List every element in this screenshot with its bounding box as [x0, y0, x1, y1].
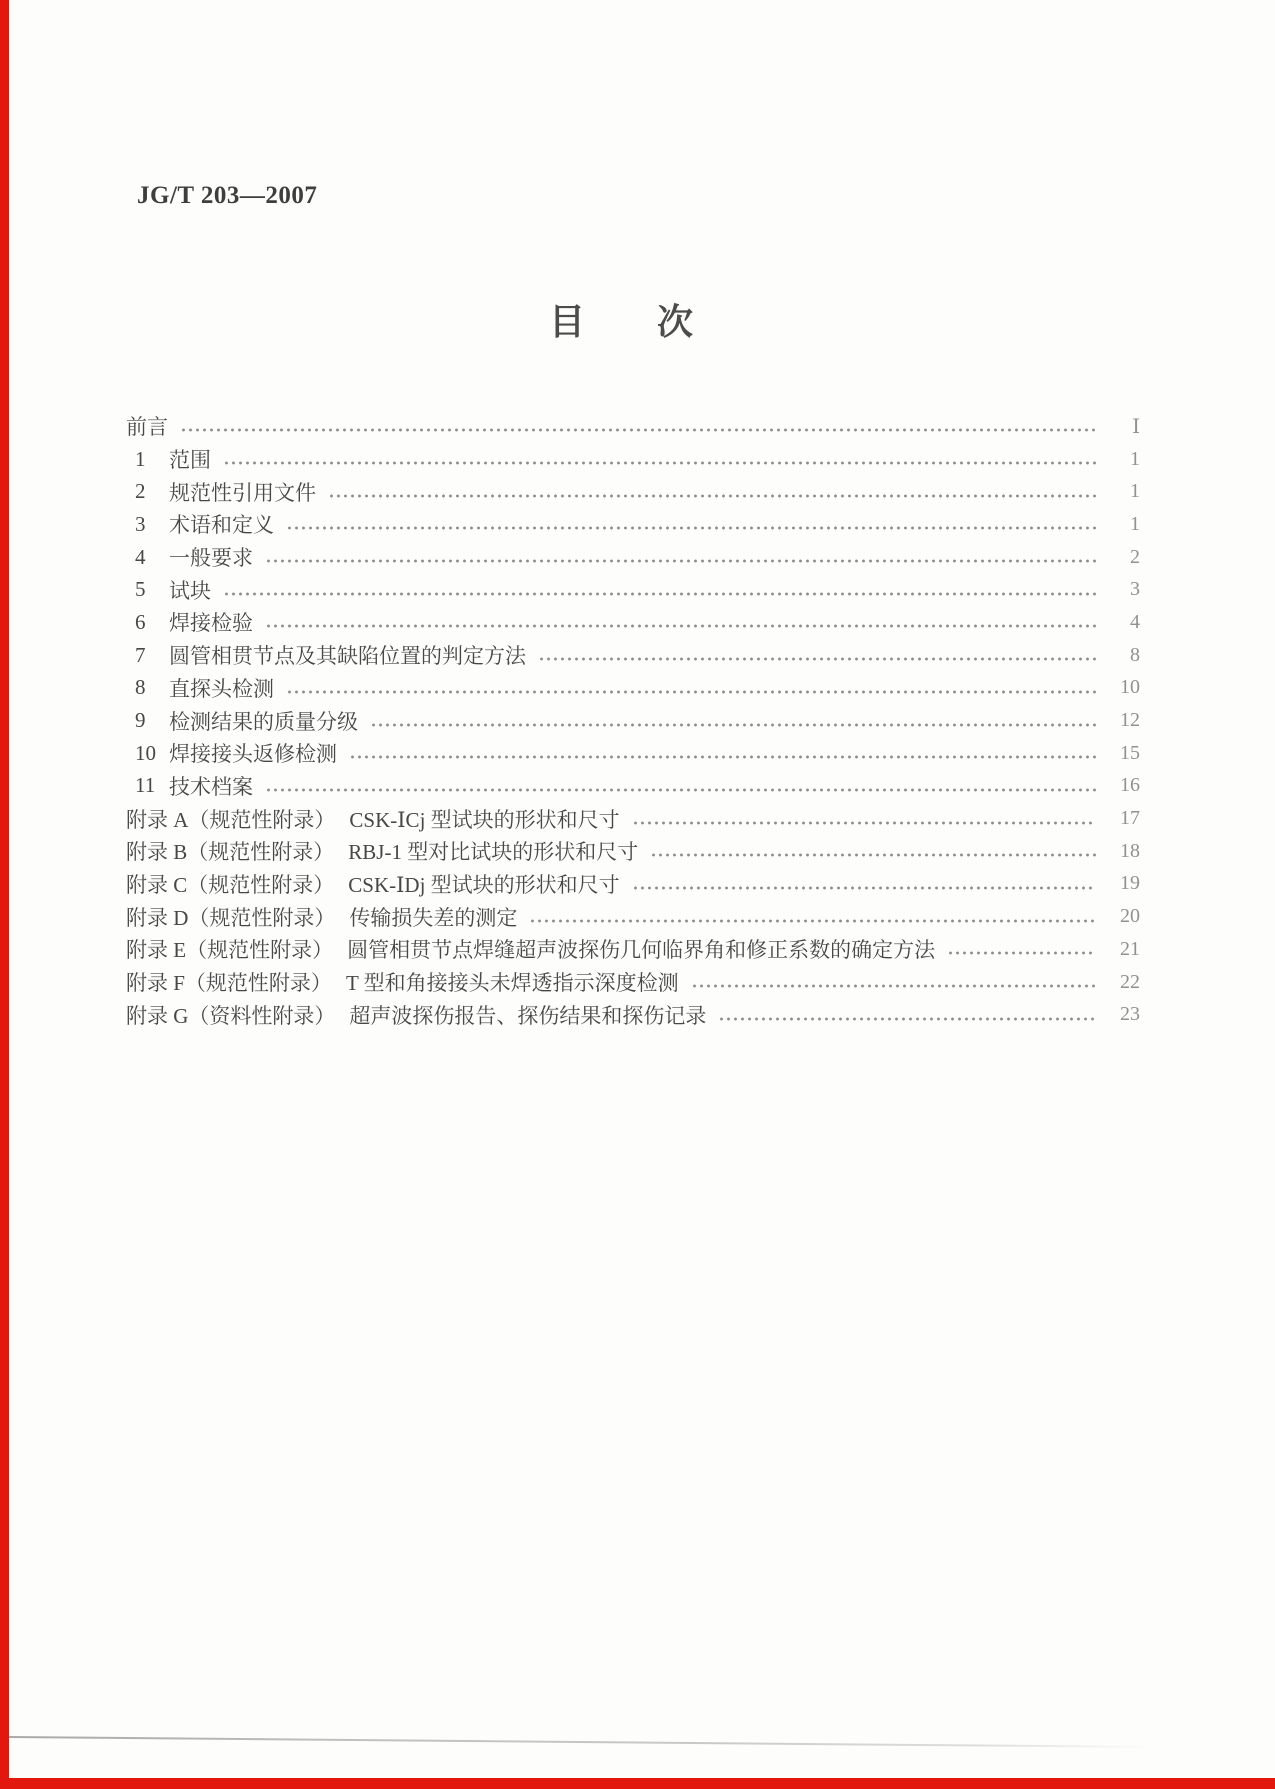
- toc-entry-page: 19: [1120, 872, 1140, 895]
- toc-entry-appendix-prefix: 附录 E（规范性附录）: [126, 938, 334, 963]
- toc-entry-label: 前言: [126, 415, 168, 440]
- toc-leader-dots: [632, 884, 1096, 892]
- toc-entry-label: 术语和定义: [169, 513, 274, 538]
- toc-entry: [126, 802, 1140, 835]
- toc-entry-label: T 型和角接接头未焊透指示深度检测: [345, 971, 679, 996]
- toc-entry: [126, 966, 1140, 999]
- toc-entry-label: 超声波探伤报告、探伤结果和探伤记录: [349, 1003, 707, 1028]
- toc-entry-label: 检测结果的质量分级: [169, 709, 358, 734]
- toc-entry-label: CSK-ⅠCj 型试块的形状和尺寸: [349, 807, 620, 832]
- toc-leader-dots: [223, 459, 1096, 467]
- toc-entry-page: 21: [1120, 937, 1140, 960]
- toc-entry-appendix-prefix: 附录 F（规范性附录）: [126, 971, 332, 996]
- toc-entry-label: 规范性引用文件: [169, 480, 316, 505]
- toc-entry: [126, 770, 1140, 803]
- scan-edge-left: [0, 0, 9, 1789]
- toc-entry-page: 17: [1120, 807, 1140, 830]
- toc-entry-page: 2: [1130, 545, 1140, 568]
- toc-entry-label: 范围: [169, 448, 211, 473]
- toc-entry-label: 一般要求: [169, 546, 253, 571]
- toc-leader-dots: [180, 426, 1096, 434]
- toc-entry: [126, 704, 1140, 737]
- toc-leader-dots: [223, 590, 1096, 598]
- toc-entry: [126, 606, 1140, 639]
- toc-leader-dots: [538, 655, 1096, 663]
- toc-entry-appendix-prefix: 附录 C（规范性附录）: [126, 872, 335, 897]
- page-title: 目 次: [549, 302, 694, 342]
- toc-leader-dots: [286, 688, 1096, 696]
- toc-leader-dots: [265, 622, 1096, 630]
- toc-leader-dots: [650, 851, 1096, 859]
- toc-entry-label: 焊接检验: [169, 611, 253, 636]
- toc-entry-number: 10: [135, 740, 156, 765]
- toc-entry-number: 9: [135, 708, 146, 733]
- toc-entry-appendix-prefix: 附录 G（资料性附录）: [126, 1003, 336, 1028]
- toc-entry: [126, 639, 1140, 672]
- toc-entry-label: 焊接接头返修检测: [169, 742, 337, 767]
- toc-leader-dots: [691, 982, 1096, 990]
- toc-entry-page: 23: [1120, 1003, 1140, 1026]
- toc-entry-number: 6: [135, 609, 146, 634]
- toc-entry-number: 3: [135, 511, 146, 536]
- toc-leader-dots: [718, 1015, 1096, 1023]
- toc-entry-page: 3: [1130, 578, 1140, 601]
- toc-entry: [126, 933, 1140, 966]
- toc-entry-page: 8: [1130, 643, 1140, 666]
- toc-entry: [126, 573, 1140, 606]
- toc-entry-page: 12: [1120, 709, 1140, 732]
- toc-leader-dots: [328, 492, 1096, 500]
- toc-entry-page: 10: [1120, 676, 1140, 699]
- doc-code: JG/T 203—2007: [137, 182, 318, 209]
- toc-entry-appendix-prefix: 附录 A（规范性附录）: [126, 807, 336, 832]
- toc-leader-dots: [349, 753, 1096, 761]
- toc-entry-page: 15: [1120, 741, 1140, 764]
- toc-entry-label: CSK-ⅠDj 型试块的形状和尺寸: [348, 872, 620, 897]
- scan-edge-bottom: [0, 1778, 1275, 1789]
- toc-entry: [126, 737, 1140, 770]
- toc-entry-number: 8: [135, 675, 146, 700]
- toc-list: [126, 410, 1140, 1031]
- toc-entry-label: 传输损失差的测定: [349, 905, 518, 930]
- toc-entry-page: 18: [1120, 839, 1140, 862]
- toc-leader-dots: [286, 524, 1096, 532]
- toc-entry-page: 1: [1130, 447, 1140, 470]
- toc-leader-dots: [529, 917, 1096, 925]
- toc-entry: [126, 835, 1140, 868]
- toc-entry-label: 直探头检测: [169, 676, 274, 701]
- toc-entry-page: 22: [1120, 970, 1140, 993]
- toc-entry-number: 4: [135, 544, 146, 569]
- toc-entry-number: 5: [135, 577, 146, 602]
- toc-entry-label: 圆管相贯节点焊缝超声波探伤几何临界角和修正系数的确定方法: [347, 938, 936, 963]
- toc-entry-appendix-prefix: 附录 D（规范性附录）: [126, 905, 336, 930]
- scan-artifact-line: [8, 1736, 1153, 1748]
- toc-entry-page: Ⅰ: [1132, 415, 1140, 438]
- toc-leader-dots: [370, 721, 1096, 729]
- toc-leader-dots: [947, 949, 1096, 957]
- toc-entry: [126, 541, 1140, 574]
- toc-entry-label: 试块: [169, 578, 211, 603]
- toc-entry: [126, 443, 1140, 476]
- toc-leader-dots: [265, 557, 1096, 565]
- toc-entry: [126, 672, 1140, 705]
- toc-entry-number: 11: [135, 773, 156, 798]
- toc-entry-number: 1: [135, 446, 146, 471]
- toc-entry: [126, 475, 1140, 508]
- toc-leader-dots: [265, 786, 1096, 794]
- toc-entry: [126, 868, 1140, 901]
- toc-entry-page: 20: [1120, 905, 1140, 928]
- toc-entry-page: 16: [1120, 774, 1140, 797]
- toc-entry-appendix-prefix: 附录 B（规范性附录）: [126, 840, 335, 865]
- toc-entry-label: 技术档案: [169, 774, 253, 799]
- toc-entry-page: 4: [1130, 610, 1140, 633]
- toc-entry-label: RBJ-1 型对比试块的形状和尺寸: [348, 840, 639, 865]
- toc-leader-dots: [632, 819, 1096, 827]
- toc-entry: [126, 508, 1140, 541]
- toc-entry: [126, 410, 1140, 443]
- toc-entry-page: 1: [1130, 480, 1140, 503]
- toc-entry-label: 圆管相贯节点及其缺陷位置的判定方法: [169, 644, 526, 669]
- toc-entry-number: 2: [135, 479, 146, 504]
- toc-entry-number: 7: [135, 642, 146, 667]
- toc-entry: [126, 900, 1140, 933]
- toc-entry: [126, 998, 1140, 1031]
- toc-entry-page: 1: [1130, 512, 1140, 535]
